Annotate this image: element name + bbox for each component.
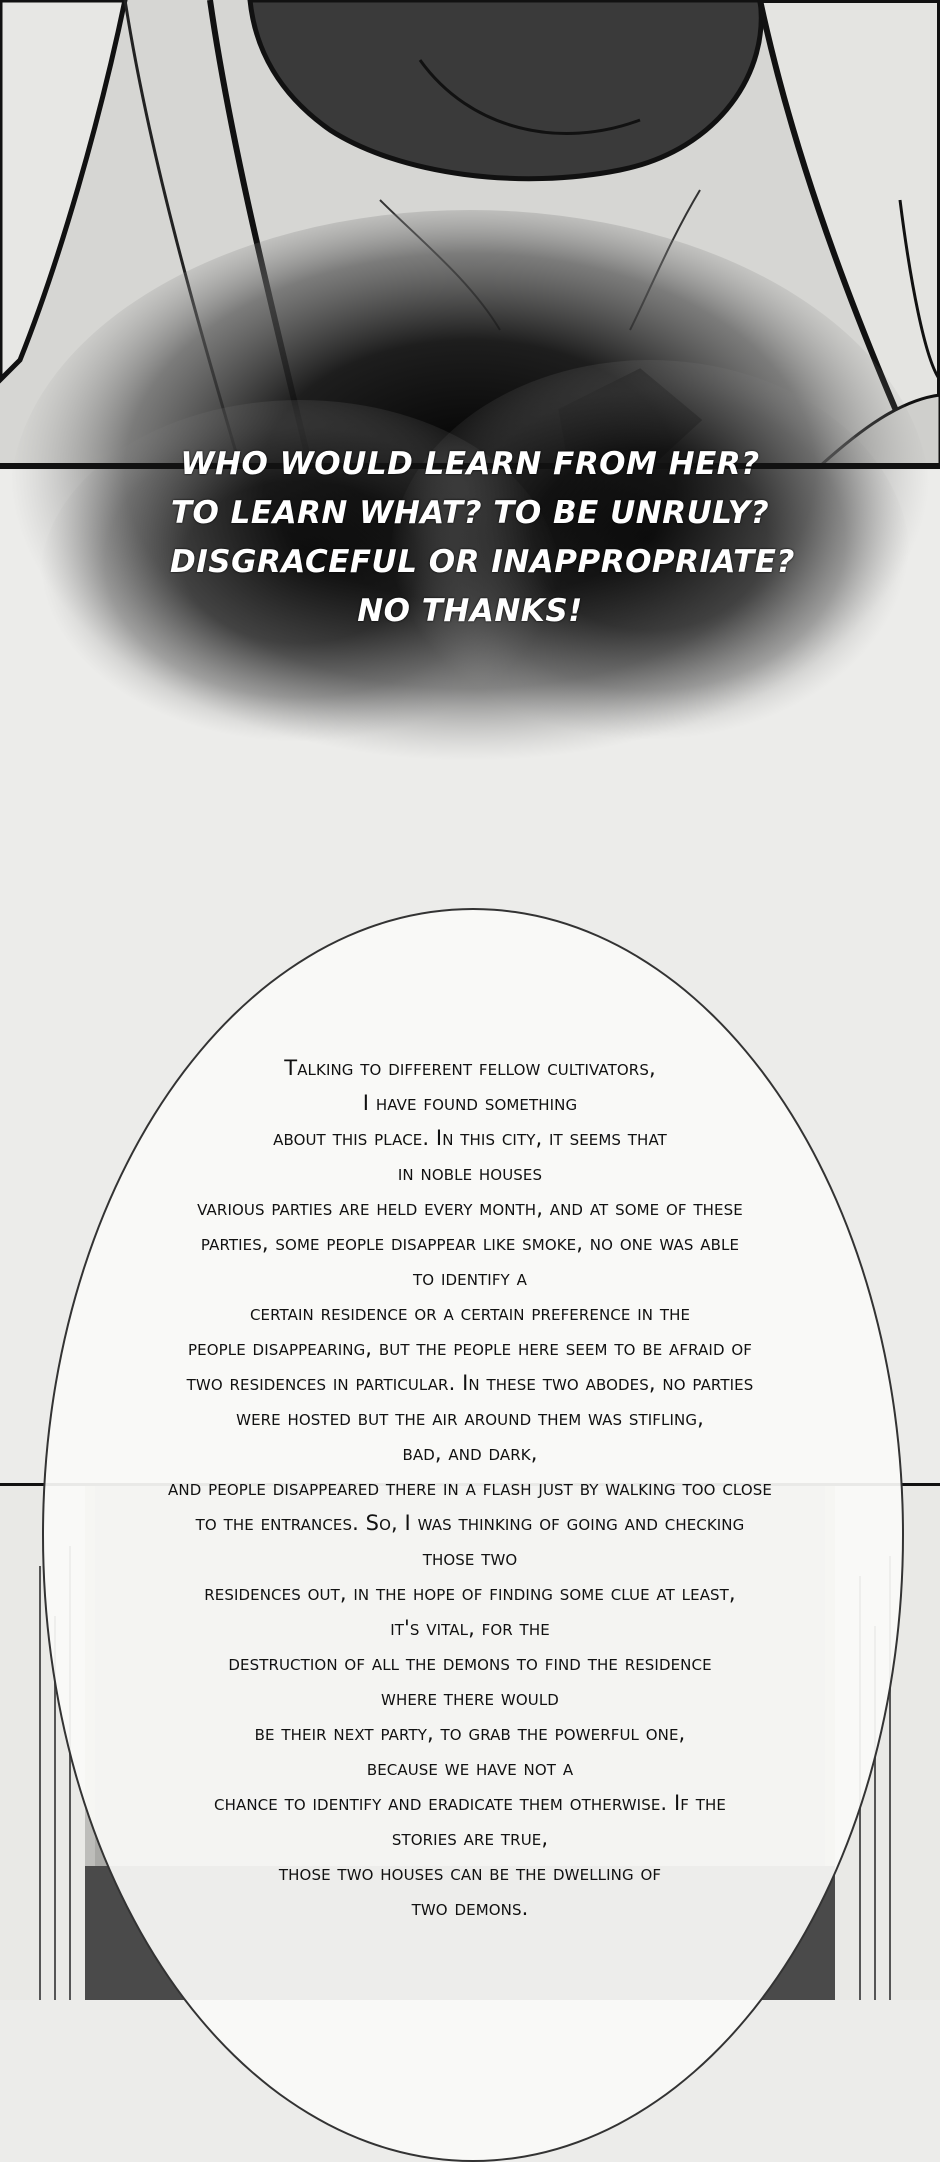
narration-text — [60, 1051, 880, 1926]
narration-line: stories are true, — [391, 1826, 549, 1850]
narration-line: certain residence or a certain preference in the — [249, 1301, 691, 1325]
caption-line: NO THANKS! — [357, 593, 583, 629]
narration-line: various parties are held every month, and at some of these — [197, 1196, 743, 1220]
caption-text — [170, 440, 795, 636]
narration-line: in noble houses — [397, 1161, 543, 1185]
narration-line: about this place. In this city, it seems that — [273, 1126, 667, 1150]
narration-line: it's vital, for the — [390, 1616, 550, 1640]
narration-line: people disappearing, but the people here seem to be afraid of — [187, 1336, 753, 1360]
narration-line: to the entrances. So, I was thinking of going and checking — [195, 1511, 745, 1535]
narration-line: to identify a — [413, 1266, 527, 1290]
narration-line: those two — [422, 1546, 518, 1570]
narration-line: Talking to different fellow cultivators, — [284, 1056, 656, 1080]
narration-line: two residences in particular. In these two abodes, no parties — [186, 1371, 754, 1395]
narration-line: be their next party, to grab the powerful one, — [254, 1721, 686, 1745]
narration-line: destruction of all the demons to find the residence — [228, 1651, 712, 1675]
narration-line: residences out, in the hope of finding some clue at least, — [204, 1581, 736, 1605]
narration-line: two demons. — [411, 1896, 529, 1920]
narration-line: because we have not a — [366, 1756, 574, 1780]
narration-line: where there would — [381, 1686, 559, 1710]
narration-line: were hosted but the air around them was stifling, — [236, 1406, 704, 1430]
narration-line: those two houses can be the dwelling of — [278, 1861, 662, 1885]
narration-line: chance to identify and eradicate them otherwise. If the — [214, 1791, 726, 1815]
narration-line: bad, and dark, — [402, 1441, 538, 1465]
narration-line: I have found something — [362, 1091, 578, 1115]
narration-line: parties, some people disappear like smoke, no one was able — [200, 1231, 740, 1255]
caption-line: WHO WOULD LEARN FROM HER? — [180, 446, 760, 482]
narration-line: and people disappeared there in a flash just by walking too close — [168, 1476, 772, 1500]
caption-line: DISGRACEFUL OR INAPPROPRIATE? — [170, 544, 795, 580]
caption-line: TO LEARN WHAT? TO BE UNRULY? — [170, 495, 770, 531]
